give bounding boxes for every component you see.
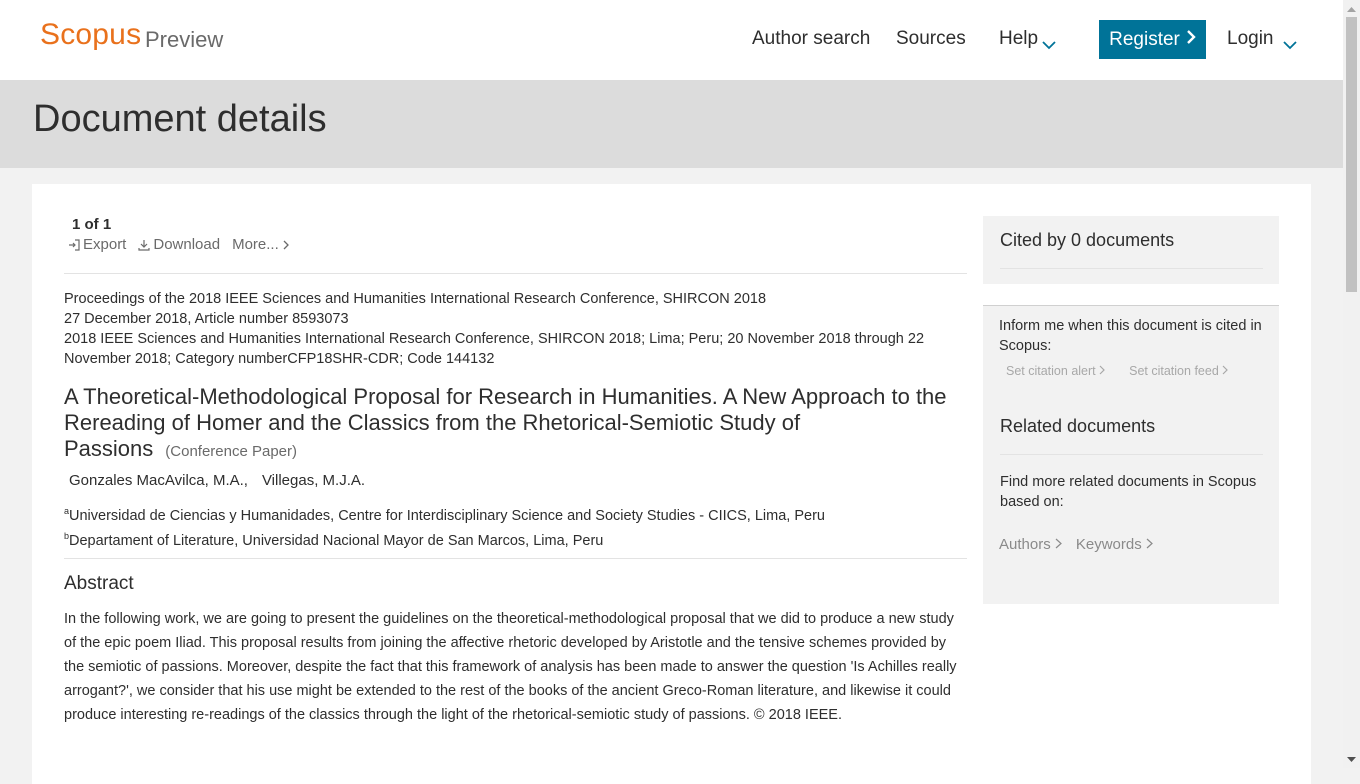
affiliation-mark: b — [64, 530, 70, 541]
source-info — [64, 289, 964, 369]
chevron-right-icon — [1099, 365, 1105, 375]
sidebar-divider — [1000, 268, 1263, 269]
export-icon — [68, 239, 80, 251]
register-button[interactable] — [1099, 20, 1206, 59]
page-title: Document details — [33, 98, 327, 140]
find-more-text: Find more related documents in Scopus based on: — [1000, 474, 1257, 510]
scroll-down-icon[interactable] — [1343, 751, 1360, 768]
set-citation-feed-label: Set citation feed — [1129, 364, 1219, 378]
nav-author-search[interactable]: Author search — [752, 28, 871, 49]
set-citation-alert-label: Set citation alert — [1006, 364, 1096, 378]
download-button[interactable] — [138, 236, 220, 253]
document-title: A Theoretical-Methodological Proposal for Research in Humanities. A New Approach to the Rereading of Homer and the Classics from the Rhetorical-Semiotic Study of Passions — [64, 384, 947, 461]
scopus-logo[interactable]: Scopus — [40, 18, 142, 51]
affiliation-mark: a — [64, 506, 70, 516]
set-citation-alert-link[interactable] — [1006, 364, 1105, 378]
document-toolbar — [68, 236, 290, 253]
affiliation-text: Universidad de Ciencias y Humanidades, Centre for Interdisciplinary Science and Society Studies - CIICS, Lima, Peru — [69, 507, 825, 524]
related-keywords-link[interactable] — [1076, 536, 1153, 553]
author-list — [69, 472, 365, 489]
chevron-right-icon — [282, 239, 290, 251]
divider — [64, 273, 967, 274]
chevron-right-icon — [1186, 29, 1196, 51]
chevron-right-icon — [1146, 538, 1153, 549]
document-title-block — [64, 384, 964, 465]
nav-help[interactable] — [999, 28, 1057, 50]
abstract-heading: Abstract — [64, 573, 134, 594]
document-type: (Conference Paper) — [165, 443, 298, 460]
nav-help-label: Help — [999, 28, 1039, 49]
affiliation-text: Departament of Literature, Universidad Nacional Mayor de San Marcos, Lima, Peru — [69, 532, 604, 549]
more-label: More... — [232, 236, 279, 253]
cited-by-heading: Cited by 0 documents — [1000, 230, 1175, 250]
title-band — [0, 80, 1343, 168]
sidebar-divider — [1000, 454, 1263, 455]
affiliation-list — [64, 501, 825, 551]
chevron-down-icon — [1282, 34, 1298, 44]
affiliation-item — [64, 526, 825, 551]
logo-preview-label: Preview — [145, 27, 224, 52]
scrollbar-thumb[interactable] — [1346, 17, 1357, 292]
set-citation-feed-link[interactable] — [1129, 364, 1228, 378]
conference-info: 2018 IEEE Sciences and Humanities International Research Conference, SHIRCON 2018; Lima; Peru; 20 November 2018 through 22 November 2018; Category numberCFP18SHR-CDR; Code 144132 — [64, 331, 925, 367]
download-icon — [138, 239, 150, 251]
affiliation-item — [64, 501, 825, 526]
download-label: Download — [153, 236, 221, 253]
author-link[interactable]: Villegas, M.J.A. — [261, 472, 366, 489]
related-documents-heading: Related documents — [1000, 416, 1156, 436]
source-title[interactable]: Proceedings of the 2018 IEEE Sciences and Humanities International Research Conference, SHIRCON 2018 — [64, 291, 767, 307]
related-keywords-label: Keywords — [1075, 536, 1142, 553]
related-by-links — [999, 536, 1153, 553]
chevron-right-icon — [1055, 538, 1062, 549]
top-navigation-bar — [0, 0, 1343, 80]
chevron-down-icon — [1041, 34, 1057, 44]
source-date-article: 27 December 2018, Article number 8593073 — [64, 311, 349, 327]
sidebar-gap — [983, 284, 1279, 306]
nav-login-label: Login — [1227, 28, 1274, 49]
register-label: Register — [1109, 28, 1180, 50]
divider — [64, 558, 967, 559]
abstract-text: In the following work, we are going to present the guidelines on the theoretical-methodological proposal that we did to produce a new study of the epic poem Iliad. This proposal results from joining the affective rhetoric developed by Aristotle and the tensive schemes provided by the semiotic of passions. Moreover, despite the fact that this framework of analysis has been made to answer the question 'Is Achilles really arrogant?', we consider that his use might be extended to the rest of the books of the ancient Greco-Roman literature, and likewise it could produce interesting re-readings of the classics through the light of the rhetorical-semiotic study of passions. © 2018 IEEE. — [64, 611, 957, 723]
export-button[interactable] — [68, 236, 126, 253]
more-button[interactable] — [232, 236, 290, 253]
chevron-right-icon — [1222, 365, 1228, 375]
nav-login[interactable] — [1227, 28, 1298, 50]
scroll-up-icon[interactable] — [1343, 0, 1360, 17]
nav-sources[interactable]: Sources — [896, 28, 966, 49]
sidebar-divider — [983, 305, 1279, 306]
result-count: 1 of 1 — [72, 216, 112, 233]
citation-alert-text: Inform me when this document is cited in Scopus: — [999, 318, 1262, 354]
author-link[interactable]: Gonzales MacAvilca, M.A., — [69, 472, 248, 489]
citation-alert-links — [1006, 364, 1228, 378]
export-label: Export — [83, 236, 127, 253]
related-authors-label: Authors — [999, 536, 1051, 553]
related-authors-link[interactable] — [999, 536, 1062, 553]
